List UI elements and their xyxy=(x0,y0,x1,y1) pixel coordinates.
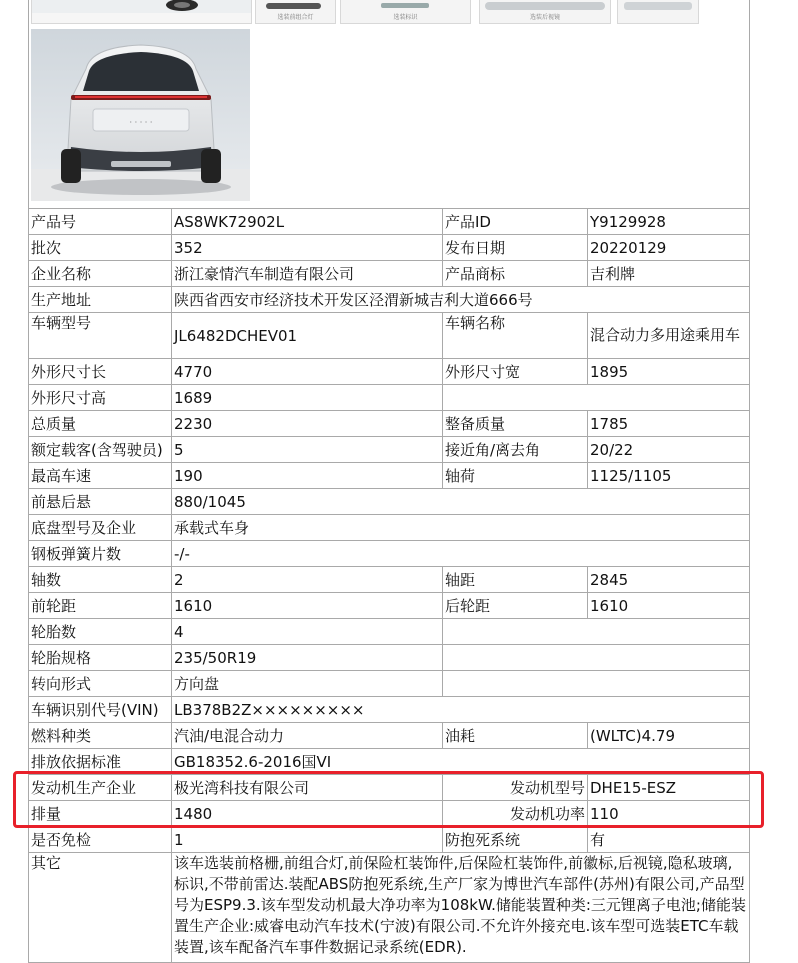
row-value: 1 xyxy=(172,827,443,853)
row-label: 外形尺寸长 xyxy=(29,359,172,385)
row-label: 底盘型号及企业 xyxy=(29,515,172,541)
detail-photo-front-lamp[interactable] xyxy=(255,0,336,24)
row-value: 1895 xyxy=(588,359,750,385)
row-value: 1610 xyxy=(172,593,443,619)
row-value: 190 xyxy=(172,463,443,489)
row-value: 极光湾科技有限公司 xyxy=(172,775,443,801)
row-value: 2230 xyxy=(172,411,443,437)
row-label: 车辆识别代号(VIN) xyxy=(29,697,172,723)
row-value: 352 xyxy=(172,235,443,261)
row-value: AS8WK72902L xyxy=(172,209,443,235)
row-label: 后轮距 xyxy=(443,593,588,619)
row-label: 生产地址 xyxy=(29,287,172,313)
row-label: 排量 xyxy=(29,801,172,827)
row-value: 2845 xyxy=(588,567,750,593)
table-row xyxy=(29,541,750,567)
row-label: 企业名称 xyxy=(29,261,172,287)
table-row xyxy=(29,671,750,697)
table-row xyxy=(29,827,750,853)
row-label: 产品商标 xyxy=(443,261,588,287)
table-row xyxy=(29,463,750,489)
row-value: 有 xyxy=(588,827,750,853)
table-row xyxy=(29,411,750,437)
row-label: 产品ID xyxy=(443,209,588,235)
row-value: 1785 xyxy=(588,411,750,437)
table-row xyxy=(29,593,750,619)
row-label: 轴荷 xyxy=(443,463,588,489)
detail-photo-badge[interactable] xyxy=(340,0,471,24)
row-value: 4 xyxy=(172,619,443,645)
vehicle-photo-side[interactable] xyxy=(31,0,252,24)
row-label: 总质量 xyxy=(29,411,172,437)
table-row xyxy=(29,619,750,645)
row-label: 前悬后悬 xyxy=(29,489,172,515)
row-value: 2 xyxy=(172,567,443,593)
row-value: 吉利牌 xyxy=(588,261,750,287)
row-value: Y9129928 xyxy=(588,209,750,235)
empty-cell xyxy=(443,645,750,671)
row-value: 汽油/电混合动力 xyxy=(172,723,443,749)
row-value: 880/1045 xyxy=(172,489,750,515)
row-value: 20220129 xyxy=(588,235,750,261)
table-row xyxy=(29,697,750,723)
row-label: 排放依据标准 xyxy=(29,749,172,775)
row-label: 额定载客(含驾驶员) xyxy=(29,437,172,463)
table-row xyxy=(29,261,750,287)
table-row xyxy=(29,723,750,749)
row-value: 陕西省西安市经济技术开发区泾渭新城吉利大道666号 xyxy=(172,287,750,313)
row-value: 1610 xyxy=(588,593,750,619)
row-label: 车辆型号 xyxy=(29,313,172,359)
row-value: (WLTC)4.79 xyxy=(588,723,750,749)
row-value: 5 xyxy=(172,437,443,463)
table-row xyxy=(29,385,750,411)
row-value: JL6482DCHEV01 xyxy=(172,313,443,359)
row-label: 车辆名称 xyxy=(443,313,588,359)
row-value: 235/50R19 xyxy=(172,645,443,671)
row-value: 1689 xyxy=(172,385,443,411)
row-label: 是否免检 xyxy=(29,827,172,853)
row-label: 整备质量 xyxy=(443,411,588,437)
row-value: 4770 xyxy=(172,359,443,385)
row-label: 外形尺寸宽 xyxy=(443,359,588,385)
empty-cell xyxy=(443,671,750,697)
row-value: 1125/1105 xyxy=(588,463,750,489)
table-row xyxy=(29,853,750,963)
row-label: 接近角/离去角 xyxy=(443,437,588,463)
table-row xyxy=(29,489,750,515)
detail-photo-mirror[interactable] xyxy=(479,0,611,24)
row-value: 浙江豪情汽车制造有限公司 xyxy=(172,261,443,287)
table-row xyxy=(29,287,750,313)
row-label: 防抱死系统 xyxy=(443,827,588,853)
row-label: 发动机生产企业 xyxy=(29,775,172,801)
row-label: 最高车速 xyxy=(29,463,172,489)
row-value: 承载式车身 xyxy=(172,515,750,541)
car-side-icon xyxy=(32,0,251,23)
table-row xyxy=(29,515,750,541)
row-label: 转向形式 xyxy=(29,671,172,697)
row-label: 其它 xyxy=(29,853,172,963)
row-label: 燃料种类 xyxy=(29,723,172,749)
row-value: 方向盘 xyxy=(172,671,443,697)
photo-caption: 选装前组合灯 xyxy=(277,14,314,21)
row-label: 轮胎规格 xyxy=(29,645,172,671)
glass-icon xyxy=(618,0,698,14)
table-row xyxy=(29,645,750,671)
table-row xyxy=(29,359,750,385)
table-row xyxy=(29,209,750,235)
highlight-box-engine xyxy=(13,771,764,828)
row-label: 钢板弹簧片数 xyxy=(29,541,172,567)
row-value-notes: 该车选装前格栅,前组合灯,前保险杠装饰件,后保险杠装饰件,前徽标,后视镜,隐私玻璃,标识,不带前雷达.装配ABS防抱死系统,生产厂家为博世汽车部件(苏州)有限公司,产品型号为ESP9.3.该车型发动机最大净功率为108kW.储能装置种类:三元锂离子电池;储能装置生产企业:威睿电动汽车技术(宁波)有限公司.不允许外接充电.该车型可选装ETC车载装置,该车配备汽车事件数据记录系统(EDR). xyxy=(172,853,750,963)
table-row xyxy=(29,313,750,359)
row-value: 110 xyxy=(588,801,750,827)
row-label: 轴数 xyxy=(29,567,172,593)
table-row xyxy=(29,567,750,593)
table-row xyxy=(29,437,750,463)
svg-text:· · · · ·: · · · · · xyxy=(129,118,153,127)
row-label: 油耗 xyxy=(443,723,588,749)
row-value: GB18352.6-2016国VI xyxy=(172,749,750,775)
row-label: 轴距 xyxy=(443,567,588,593)
photo-caption: 选装标识 xyxy=(393,14,418,21)
detail-photo-extra[interactable] xyxy=(617,0,699,24)
row-label: 发动机型号 xyxy=(443,775,588,801)
row-label: 批次 xyxy=(29,235,172,261)
row-label: 轮胎数 xyxy=(29,619,172,645)
row-label: 外形尺寸高 xyxy=(29,385,172,411)
row-label: 发动机功率 xyxy=(443,801,588,827)
empty-cell xyxy=(443,619,750,645)
row-value: -/- xyxy=(172,541,750,567)
vehicle-photo-rear[interactable] xyxy=(31,29,250,201)
row-label: 发布日期 xyxy=(443,235,588,261)
row-value: 1480 xyxy=(172,801,443,827)
empty-cell xyxy=(443,385,750,411)
row-label: 前轮距 xyxy=(29,593,172,619)
row-label: 产品号 xyxy=(29,209,172,235)
car-rear-icon xyxy=(31,29,250,201)
row-value: 20/22 xyxy=(588,437,750,463)
row-value: LB378B2Z××××××××× xyxy=(172,697,750,723)
row-value: 混合动力多用途乘用车 xyxy=(588,313,750,359)
table-row xyxy=(29,235,750,261)
vehicle-spec-table xyxy=(28,208,750,963)
photo-caption: 选装后视镜 xyxy=(529,14,560,21)
row-value: DHE15-ESZ xyxy=(588,775,750,801)
